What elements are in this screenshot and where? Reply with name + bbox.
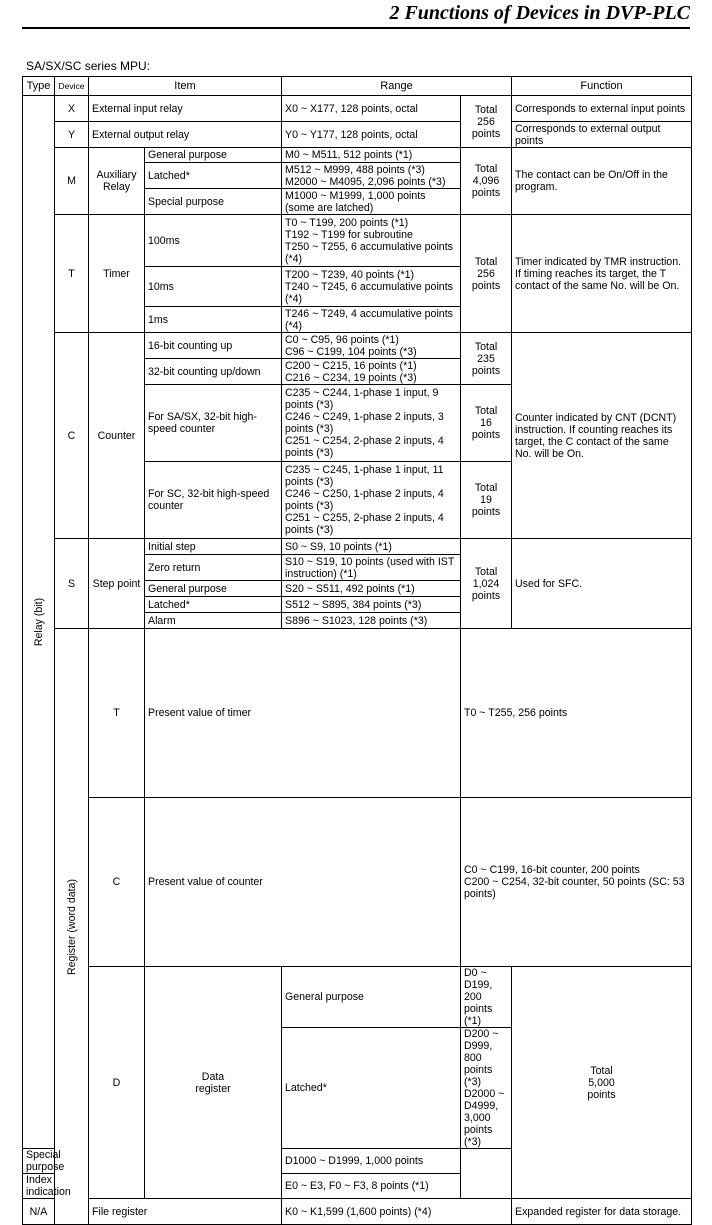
reg-range-d-2: D1000 ~ D1999, 1,000 points <box>282 1149 461 1174</box>
table-row <box>23 629 692 798</box>
function-y: Corresponds to external output points <box>512 122 692 148</box>
item-t-0: 100ms <box>145 215 282 267</box>
item-t-2: 1ms <box>145 307 282 333</box>
name-s: Step point <box>89 539 145 629</box>
reg-item-d-2: Special purpose <box>23 1149 55 1174</box>
header-rule <box>22 27 690 29</box>
table-row <box>23 215 692 267</box>
item-c-0: 16-bit counting up <box>145 333 282 359</box>
total-c-1: Total 16 points <box>461 385 512 462</box>
reg-function-k: Expanded register for data storage. <box>512 1199 692 1225</box>
col-item: Item <box>89 77 282 96</box>
device-t: T <box>55 215 89 333</box>
table-row <box>23 122 692 148</box>
range-m-0: M0 ~ M511, 512 points (*1) <box>282 148 461 163</box>
reg-range-c: C0 ~ C199, 16-bit counter, 200 points C200 ~ C254, 32-bit counter, 50 points (SC: 53 points) <box>461 798 692 967</box>
reg-range-t: T0 ~ T255, 256 points <box>461 629 692 798</box>
section-title: SA/SX/SC series MPU: <box>26 59 151 73</box>
col-range: Range <box>282 77 512 96</box>
item-s-2: General purpose <box>145 581 282 597</box>
function-s: Used for SFC. <box>512 539 692 629</box>
item-m-0: General purpose <box>145 148 282 163</box>
name-m: Auxiliary Relay <box>89 148 145 215</box>
function-c: Counter indicated by CNT (DCNT) instruction. If counting reaches its target, the C contact of the same No. will be On. <box>512 333 692 539</box>
reg-range-k: K0 ~ K1,599 (1,600 points) (*4) <box>282 1199 512 1225</box>
range-c-0: C0 ~ C95, 96 points (*1) C96 ~ C199, 104 points (*3) <box>282 333 461 359</box>
type-relay: Relay (bit) <box>23 96 55 1149</box>
item-s-3: Latched* <box>145 597 282 613</box>
table-header <box>23 77 692 96</box>
item-m-2: Special purpose <box>145 189 282 215</box>
device-x: X <box>55 96 89 122</box>
range-c-1: C200 ~ C215, 16 points (*1) C216 ~ C234, 19 points (*3) <box>282 359 461 385</box>
reg-range-d-0: D0 ~ D199, 200 points (*1) <box>461 967 512 1028</box>
reg-device-k: N/A <box>23 1199 55 1225</box>
device-c: C <box>55 333 89 539</box>
total-s: Total 1,024 points <box>461 539 512 629</box>
table-row <box>23 1199 692 1225</box>
range-t-0: T0 ~ T199, 200 points (*1) T192 ~ T199 for subroutine T250 ~ T255, 6 accumulative points (*4) <box>282 215 461 267</box>
range-x: X0 ~ X177, 128 points, octal <box>282 96 461 122</box>
device-y: Y <box>55 122 89 148</box>
reg-item-d-3: Index indication <box>23 1174 55 1199</box>
table-row <box>23 539 692 555</box>
range-c-2: C235 ~ C244, 1-phase 1 input, 9 points (*3) C246 ~ C249, 1-phase 2 inputs, 3 points (*3) C251 ~ C254, 2-phase 2 inputs, 4 points (*3) <box>282 385 461 462</box>
range-s-2: S20 ~ S511, 492 points (*1) <box>282 581 461 597</box>
range-s-0: S0 ~ S9, 10 points (*1) <box>282 539 461 555</box>
table-row <box>23 967 692 1028</box>
reg-device-c: C <box>89 798 145 967</box>
type-register: Register (word data) <box>55 629 89 1225</box>
item-c-2: For SA/SX, 32-bit high-speed counter <box>145 385 282 462</box>
total-c-2: Total 19 points <box>461 462 512 539</box>
device-table <box>22 76 692 1225</box>
function-t: Timer indicated by TMR instruction. If timing reaches its target, the T contact of the same No. will be On. <box>512 215 692 333</box>
range-s-1: S10 ~ S19, 10 points (used with IST instruction) (*1) <box>282 555 461 581</box>
table-row <box>23 798 692 967</box>
reg-item-d-0: General purpose <box>282 967 461 1028</box>
total-m: Total 4,096 points <box>461 148 512 215</box>
item-s-0: Initial step <box>145 539 282 555</box>
range-m-1: M512 ~ M999, 488 points (*3) M2000 ~ M4095, 2,096 points (*3) <box>282 163 461 189</box>
range-t-2: T246 ~ T249, 4 accumulative points (*4) <box>282 307 461 333</box>
table-row <box>23 96 692 122</box>
reg-item-t: Present value of timer <box>145 629 461 798</box>
page-header <box>0 0 712 32</box>
function-x: Corresponds to external input points <box>512 96 692 122</box>
total-c-0: Total 235 points <box>461 333 512 385</box>
reg-total-d: Total 5,000 points <box>512 967 692 1199</box>
reg-item-c: Present value of counter <box>145 798 461 967</box>
item-y: External output relay <box>89 122 282 148</box>
item-m-1: Latched* <box>145 163 282 189</box>
range-c-3: C235 ~ C245, 1-phase 1 input, 11 points (*3) C246 ~ C250, 1-phase 2 inputs, 4 points (*3) C251 ~ C255, 2-phase 2 inputs, 4 points (*3) <box>282 462 461 539</box>
col-function: Function <box>512 77 692 96</box>
range-y: Y0 ~ Y177, 128 points, octal <box>282 122 461 148</box>
table-row <box>23 148 692 163</box>
device-s: S <box>55 539 89 629</box>
item-s-4: Alarm <box>145 613 282 629</box>
reg-device-t: T <box>89 629 145 798</box>
col-type: Type <box>23 77 55 96</box>
item-s-1: Zero return <box>145 555 282 581</box>
reg-range-d-1: D200 ~ D999, 800 points (*3) D2000 ~ D4999, 3,000 points (*3) <box>461 1028 512 1149</box>
col-device: Device <box>55 77 89 96</box>
page-title: 2 Functions of Devices in DVP-PLC <box>389 2 690 24</box>
reg-item-d-1: Latched* <box>282 1028 461 1149</box>
item-c-3: For SC, 32-bit high-speed counter <box>145 462 282 539</box>
item-x: External input relay <box>89 96 282 122</box>
total-t: Total 256 points <box>461 215 512 333</box>
reg-device-d: D <box>89 967 145 1199</box>
total-xy: Total 256 points <box>461 96 512 148</box>
table-row <box>23 333 692 359</box>
range-m-2: M1000 ~ M1999, 1,000 points (some are latched) <box>282 189 461 215</box>
range-s-3: S512 ~ S895, 384 points (*3) <box>282 597 461 613</box>
item-c-1: 32-bit counting up/down <box>145 359 282 385</box>
range-s-4: S896 ~ S1023, 128 points (*3) <box>282 613 461 629</box>
name-c: Counter <box>89 333 145 539</box>
item-t-1: 10ms <box>145 267 282 307</box>
name-t: Timer <box>89 215 145 333</box>
range-t-1: T200 ~ T239, 40 points (*1) T240 ~ T245, 6 accumulative points (*4) <box>282 267 461 307</box>
function-m: The contact can be On/Off in the program. <box>512 148 692 215</box>
reg-item-k: File register <box>89 1199 282 1225</box>
reg-name-d: Data register <box>145 967 282 1199</box>
device-m: M <box>55 148 89 215</box>
reg-range-d-3: E0 ~ E3, F0 ~ F3, 8 points (*1) <box>282 1174 461 1199</box>
